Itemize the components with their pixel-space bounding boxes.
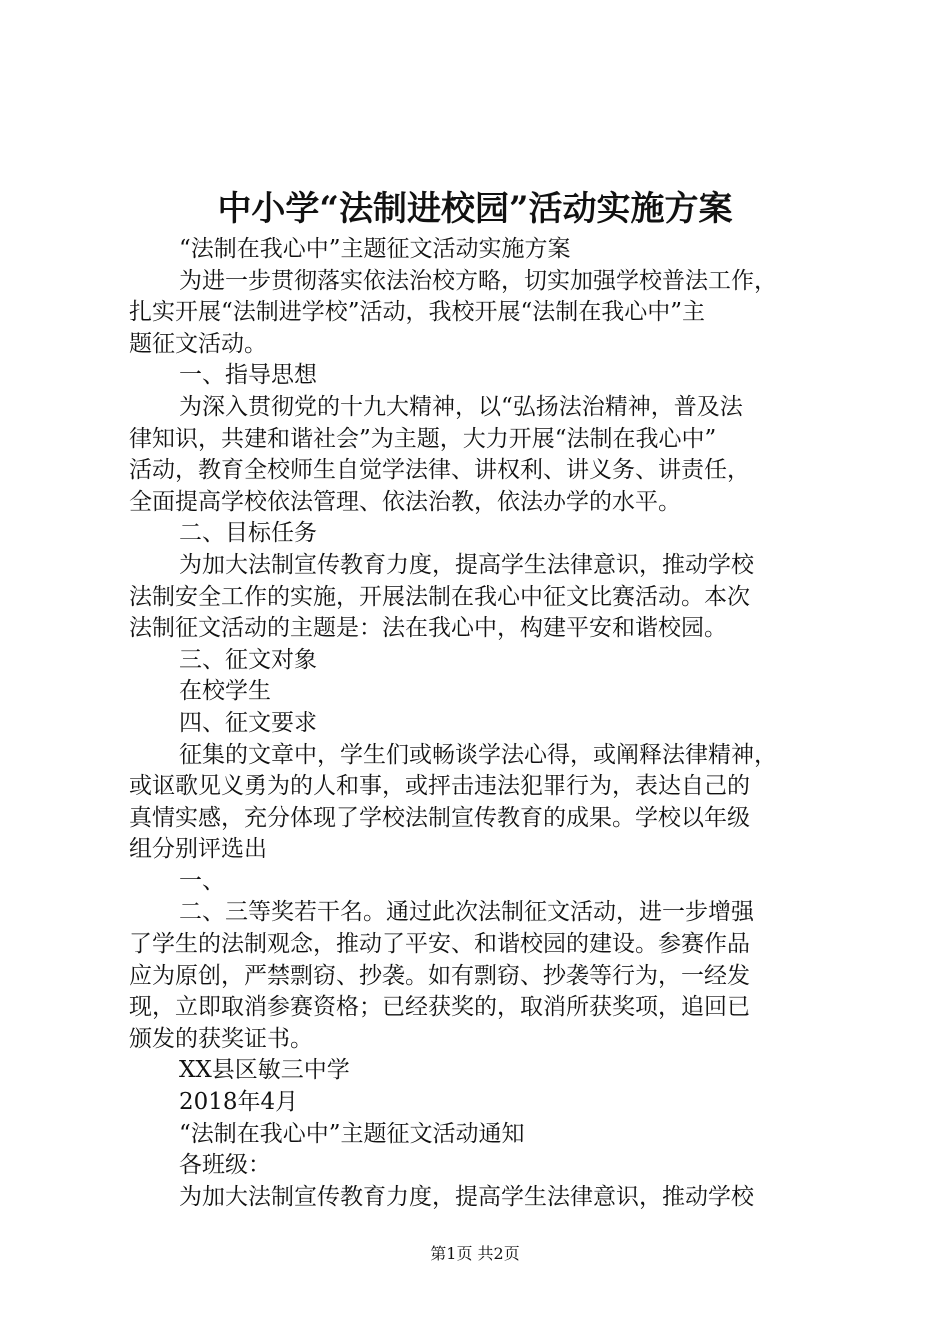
paragraph-line: 组分别评选出 xyxy=(129,836,267,863)
signature-school: XX县区敏三中学 xyxy=(179,1057,350,1084)
paragraph-line: 应为原创，严禁剽窃、抄袭。如有剽窃、抄袭等行为，一经发 xyxy=(129,962,750,989)
notice-salutation: 各班级： xyxy=(179,1152,271,1179)
section-heading: 三、征文对象 xyxy=(179,646,317,673)
paragraph-line: 一、 xyxy=(179,867,225,894)
paragraph-line: 为深入贯彻党的十九大精神，以“弘扬法治精神，普及法 xyxy=(179,393,743,420)
paragraph-line: 律知识，共建和谐社会”为主题，大力开展“法制在我心中” xyxy=(129,425,717,452)
signature-date: 2018年4月 xyxy=(179,1089,299,1116)
page-number: 第1页 共2页 xyxy=(430,1244,520,1263)
paragraph-line: 征集的文章中，学生们或畅谈学法心得，或阐释法律精神， xyxy=(179,741,777,768)
paragraph-line: 为加大法制宣传教育力度，提高学生法律意识，推动学校 xyxy=(179,1183,754,1210)
paragraph-line: 或讴歌见义勇为的人和事，或抨击违法犯罪行为，表达自己的 xyxy=(129,773,750,800)
paragraph-line: 了学生的法制观念，推动了平安、和谐校园的建设。参赛作品 xyxy=(129,931,750,958)
document-body xyxy=(129,234,833,1213)
paragraph-line: 真情实感，充分体现了学校法制宣传教育的成果。学校以年级 xyxy=(129,804,750,831)
section-heading: 二、目标任务 xyxy=(179,520,317,547)
paragraph-line: 在校学生 xyxy=(179,678,271,705)
paragraph-line: 活动，教育全校师生自觉学法律、讲权利、讲义务、讲责任， xyxy=(129,457,750,484)
paragraph-line: 现，立即取消参赛资格；已经获奖的，取消所获奖项，追回已 xyxy=(129,994,750,1021)
paragraph-line: 为加大法制宣传教育力度，提高学生法律意识，推动学校 xyxy=(179,551,754,578)
paragraph-line: 法制征文活动的主题是：法在我心中，构建平安和谐校园。 xyxy=(129,615,727,642)
notice-title: “法制在我心中”主题征文活动通知 xyxy=(179,1120,525,1147)
section-heading: 四、征文要求 xyxy=(179,709,317,736)
paragraph-line: 扎实开展“法制进学校”活动，我校开展“法制在我心中”主 xyxy=(129,299,706,326)
document-title: 中小学“法制进校园”活动实施方案 xyxy=(217,189,733,229)
paragraph-line: 全面提高学校依法管理、依法治教，依法办学的水平。 xyxy=(129,488,681,515)
subtitle-line: “法制在我心中”主题征文活动实施方案 xyxy=(179,236,571,262)
paragraph-line: 法制安全工作的实施，开展法制在我心中征文比赛活动。本次 xyxy=(129,583,750,610)
paragraph-line: 题征文活动。 xyxy=(129,330,267,357)
paragraph-line: 颁发的获奖证书。 xyxy=(129,1025,313,1052)
paragraph-line: 为进一步贯彻落实依法治校方略，切实加强学校普法工作， xyxy=(179,267,777,294)
paragraph-line: 二、三等奖若干名。通过此次法制征文活动，进一步增强 xyxy=(179,899,754,926)
section-heading: 一、指导思想 xyxy=(179,362,317,389)
